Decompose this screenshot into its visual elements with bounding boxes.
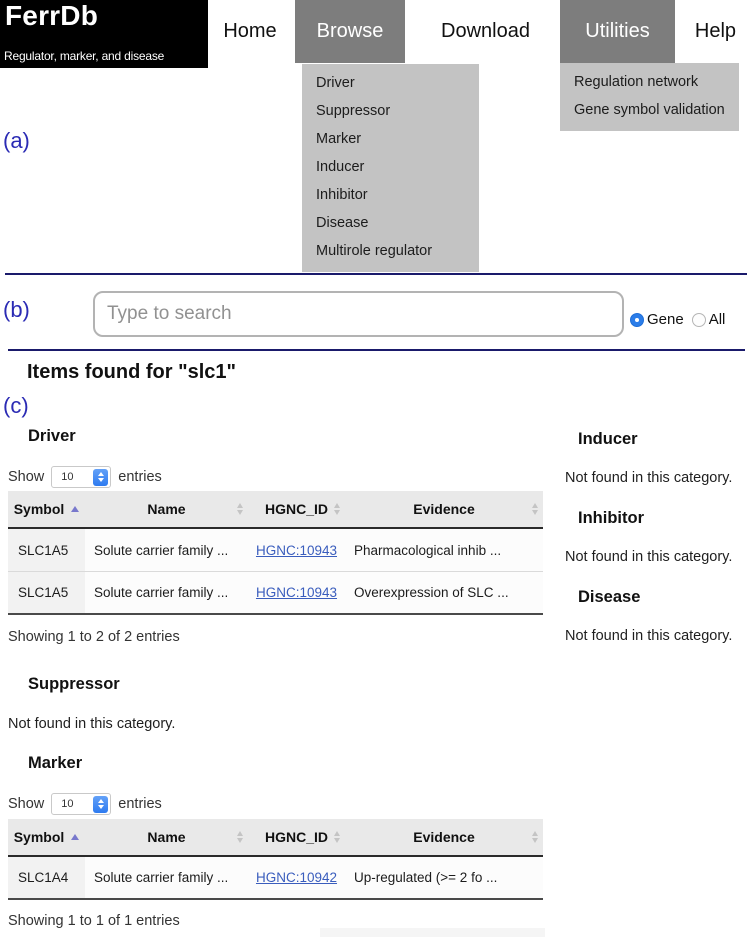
sort-icon — [532, 831, 538, 843]
column-header-evidence[interactable]: Evidence — [345, 819, 543, 855]
table-header-row — [8, 491, 543, 529]
select-stepper-icon — [93, 796, 108, 813]
utilities-dropdown-menu — [560, 63, 739, 131]
sort-icon — [334, 831, 340, 843]
page-size-select[interactable] — [51, 793, 111, 815]
column-header-hgnc-id[interactable]: HGNC_ID — [248, 819, 345, 855]
section-title-suppressor: Suppressor — [28, 675, 120, 693]
select-stepper-icon — [93, 469, 108, 486]
marker-page-size-control — [8, 793, 162, 815]
table-row — [8, 857, 543, 900]
nav-home[interactable]: Home — [223, 20, 277, 42]
marker-table-info: Showing 1 to 1 of 1 entries — [8, 913, 180, 929]
menu-item-suppressor[interactable]: Suppressor — [316, 102, 391, 119]
cell-hgnc — [248, 572, 345, 613]
entries-label: entries — [118, 469, 162, 485]
radio-gene-icon[interactable] — [630, 313, 644, 327]
cell-symbol: SLC1A5 — [8, 572, 85, 613]
inducer-not-found: Not found in this category. — [565, 470, 733, 486]
radio-all-label[interactable]: All — [708, 311, 726, 328]
page-size-value: 10 — [61, 798, 74, 810]
figure-label-b: (b) — [3, 297, 30, 322]
menu-item-inhibitor[interactable]: Inhibitor — [316, 186, 368, 203]
table-row — [8, 529, 543, 572]
browse-dropdown-menu — [302, 64, 479, 272]
column-header-name[interactable]: Name — [85, 819, 248, 855]
site-logo[interactable] — [0, 0, 208, 68]
cell-symbol: SLC1A4 — [8, 857, 85, 898]
hgnc-link[interactable]: HGNC:10943 — [255, 542, 338, 558]
hgnc-link[interactable]: HGNC:10943 — [255, 585, 338, 600]
nav-download[interactable]: Download — [441, 20, 530, 42]
sort-icon — [532, 503, 538, 515]
cutoff-element — [320, 928, 545, 937]
column-header-name[interactable]: Name — [85, 491, 248, 527]
menu-item-disease[interactable]: Disease — [316, 214, 369, 231]
menu-item-inducer[interactable]: Inducer — [316, 158, 365, 175]
table-header-row — [8, 819, 543, 857]
site-tagline: Regulator, marker, and disease — [4, 49, 165, 63]
figure-label-a: (a) — [3, 128, 30, 153]
driver-page-size-control — [8, 466, 162, 488]
inhibitor-not-found: Not found in this category. — [565, 549, 733, 565]
column-header-symbol[interactable]: Symbol — [8, 819, 85, 855]
menu-item-multirole-regulator[interactable]: Multirole regulator — [316, 242, 433, 259]
sort-ascending-icon — [71, 834, 79, 840]
sort-icon — [334, 503, 340, 515]
sort-icon — [237, 503, 243, 515]
show-label: Show — [8, 469, 45, 485]
search-scope-radio-group — [630, 311, 733, 328]
page-size-value: 10 — [61, 471, 74, 483]
results-heading: Items found for "slc1" — [27, 361, 236, 383]
site-title: FerrDb — [5, 0, 98, 31]
cell-hgnc — [248, 857, 345, 898]
cell-evidence: Pharmacological inhib ... — [354, 542, 502, 558]
cell-name: Solute carrier family ... — [94, 542, 229, 558]
cell-evidence: Overexpression of SLC ... — [354, 585, 509, 600]
radio-all-icon[interactable] — [692, 313, 706, 327]
column-header-symbol[interactable]: Symbol — [8, 491, 85, 527]
menu-item-marker[interactable]: Marker — [316, 130, 362, 147]
driver-table-info: Showing 1 to 2 of 2 entries — [8, 629, 180, 645]
entries-label: entries — [118, 796, 162, 812]
radio-gene-label[interactable]: Gene — [647, 311, 684, 328]
section-title-marker: Marker — [28, 754, 83, 772]
sort-icon — [237, 831, 243, 843]
cell-name: Solute carrier family ... — [94, 585, 229, 600]
figure-label-c: (c) — [3, 393, 29, 418]
driver-table — [8, 491, 543, 615]
section-title-driver: Driver — [28, 427, 76, 445]
search-box — [93, 291, 624, 337]
section-title-disease: Disease — [578, 588, 641, 606]
hgnc-link[interactable]: HGNC:10942 — [255, 870, 338, 885]
page-size-select[interactable] — [51, 466, 111, 488]
nav-utilities[interactable]: Utilities — [560, 0, 675, 63]
menu-item-driver[interactable]: Driver — [316, 74, 355, 91]
cell-name: Solute carrier family ... — [94, 870, 229, 885]
section-divider — [5, 273, 747, 275]
column-header-hgnc-id[interactable]: HGNC_ID — [248, 491, 345, 527]
suppressor-not-found: Not found in this category. — [8, 716, 176, 732]
nav-help[interactable]: Help — [694, 20, 737, 42]
sort-ascending-icon — [71, 506, 79, 512]
nav-browse[interactable]: Browse — [295, 0, 405, 63]
section-title-inhibitor: Inhibitor — [578, 509, 644, 527]
section-divider — [8, 349, 745, 351]
section-title-inducer: Inducer — [578, 430, 638, 448]
table-row — [8, 572, 543, 615]
marker-table — [8, 819, 543, 900]
menu-item-gene-symbol-validation[interactable]: Gene symbol validation — [574, 101, 725, 118]
cell-evidence: Up-regulated (>= 2 fo ... — [354, 870, 498, 885]
cell-symbol: SLC1A5 — [8, 529, 85, 571]
show-label: Show — [8, 796, 45, 812]
cell-hgnc — [248, 529, 345, 571]
disease-not-found: Not found in this category. — [565, 628, 733, 644]
column-header-evidence[interactable]: Evidence — [345, 491, 543, 527]
menu-item-regulation-network[interactable]: Regulation network — [574, 73, 699, 90]
search-input[interactable] — [95, 293, 622, 335]
